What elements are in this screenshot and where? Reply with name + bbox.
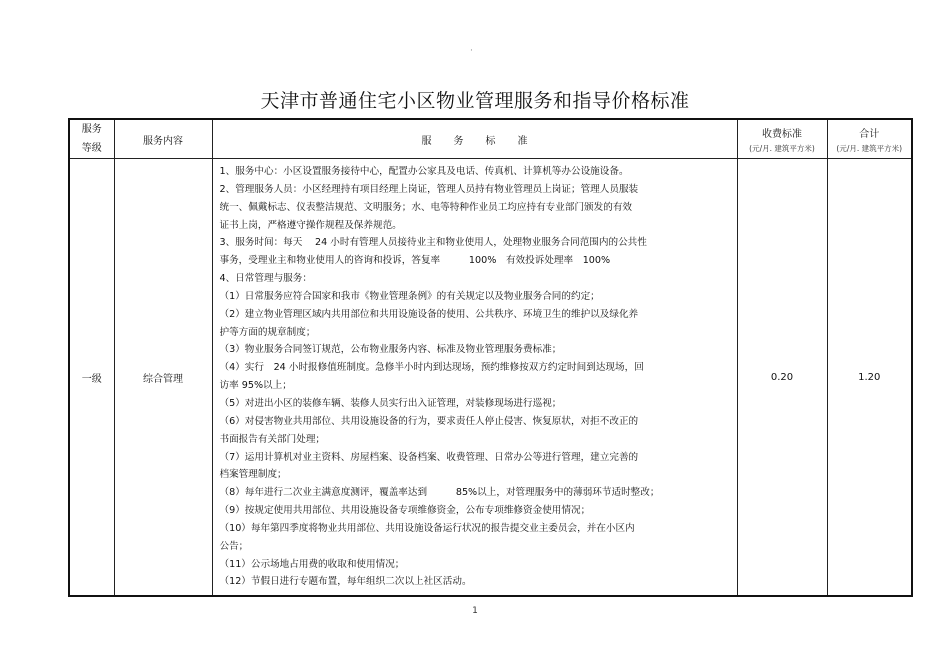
page-number: 1 — [472, 606, 478, 616]
standard-line: （9）按规定使用共用部位、共用设施设备专项维修资金，公布专项维修资金使用情况； — [219, 505, 591, 517]
header-service-level — [69, 119, 114, 159]
header-fee-unit: (元/月. 建筑平方米) — [749, 143, 815, 153]
header-total-label: 合计 — [859, 128, 880, 140]
standard-line: （8）每年进行二次业主满意度测评，覆盖率达到 85%以上，对管理服务中的薄弱环节适时整改； — [219, 487, 660, 499]
standard-line: 证书上岗，严格遵守操作规程及保养规范。 — [219, 219, 402, 231]
standard-line: 统一、佩戴标志、仪表整洁规范、文明服务；水、电等特种作业员工均应持有专业部门颁发的有效 — [219, 201, 633, 213]
header-standard-label: 服务标准 — [421, 135, 550, 147]
standard-line: 1、服务中心：小区设置服务接待中心，配置办公家具及电话、传真机、计算机等办公设施设备。 — [219, 166, 629, 177]
standard-line: 档案管理制度； — [219, 469, 287, 481]
standard-line: （12）节假日进行专题布置，每年组织二次以上社区活动。 — [219, 576, 472, 588]
cell-fee-value: 0.20 — [737, 159, 827, 597]
header-total-unit: (元/月. 建筑平方米) — [836, 143, 903, 153]
standard-line: 4、日常管理与服务： — [219, 273, 312, 285]
header-fee-standard — [737, 119, 827, 159]
standard-line: 3、服务时间：每天 24 小时有管理人员接待业主和物业使用人，处理物业服务合同范围内的公共性 — [219, 237, 647, 249]
standard-line: （11）公示场地占用费的收取和使用情况； — [219, 558, 405, 570]
page-top-mark: · — [470, 46, 473, 56]
cell-service-level: 一级 — [69, 159, 114, 597]
standard-line: （1）日常服务应符合国家和我市《物业管理条例》的有关规定以及物业服务合同的约定； — [219, 290, 600, 302]
standard-line: （6）对侵害物业共用部位、共用设施设备的行为，要求责任人停止侵害、恢复原状，对拒不改正的 — [219, 415, 639, 427]
header-fee-label: 收费标准 — [762, 128, 802, 140]
document-title: 天津市普通住宅小区物业管理服务和指导价格标准 — [260, 90, 690, 112]
standard-line: 护等方面的规章制度； — [219, 326, 316, 338]
standard-line: 书面报告有关部门处理； — [219, 433, 326, 445]
price-standard-table — [68, 118, 913, 597]
cell-service-content: 综合管理 — [114, 159, 212, 597]
header-content-label: 服务内容 — [143, 135, 183, 147]
standard-line: （3）物业服务合同签订规范，公布物业服务内容、标准及物业管理服务费标准； — [219, 344, 562, 356]
standard-line: （10）每年第四季度将物业共用部位、共用设施设备运行状况的报告提交业主委员会，并在小区内 — [219, 522, 635, 534]
header-total — [827, 119, 912, 159]
header-service-standard — [212, 119, 737, 159]
standard-line: （2）建立物业管理区域内共用部位和共用设施设备的使用、公共秩序、环境卫生的维护以及绿化养 — [219, 308, 639, 320]
standard-line: 2、管理服务人员：小区经理持有项目经理上岗证，管理人员持有物业管理员上岗证；管理人员服装 — [219, 183, 639, 195]
standard-line: 访率 95%以上； — [219, 380, 292, 392]
table-header-row — [69, 119, 912, 159]
standard-line: （5）对进出小区的装修车辆、装修人员实行出入证管理，对装修现场进行巡视； — [219, 397, 562, 409]
standard-line: 公告； — [219, 540, 249, 552]
standard-line: （4）实行 24 小时报修值班制度。急修半小时内到达现场，预约维修按双方约定时间到达现场，回 — [219, 362, 644, 374]
table-row — [69, 159, 912, 597]
cell-service-standard — [212, 159, 737, 597]
cell-total-value: 1.20 — [827, 159, 912, 597]
header-service-content — [114, 119, 212, 159]
header-level-line1: 服务 — [81, 124, 102, 135]
standard-line: （7）运用计算机对业主资料、房屋档案、设备档案、收费管理、日常办公等进行管理，建立完善的 — [219, 451, 639, 463]
standard-line: 事务，受理业主和物业使用人的咨询和投诉，答复率 100% 有效投诉处理率 100% — [219, 255, 611, 267]
header-level-line2: 等级 — [81, 143, 102, 154]
